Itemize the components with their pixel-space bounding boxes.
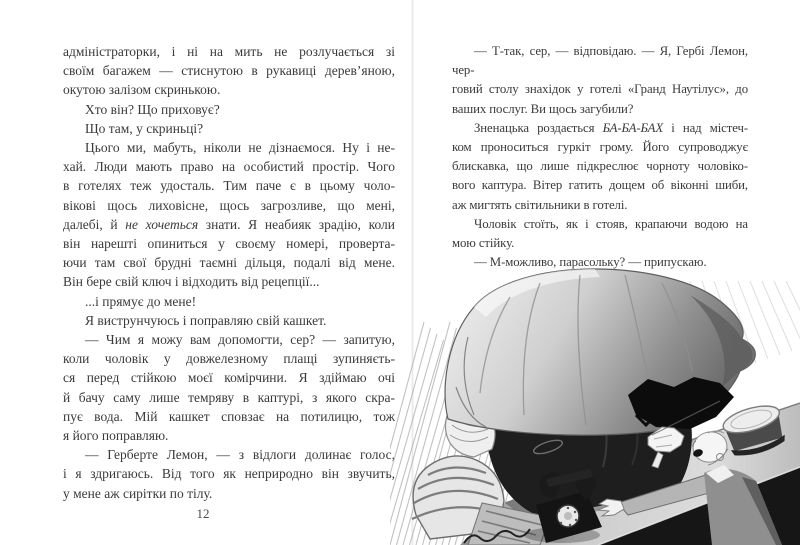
right-page-text-column (452, 42, 748, 272)
text-line: Що там, у скриньці? (85, 120, 204, 136)
text-line: він нарешті опиниться у своєму номері, проверта- (63, 236, 395, 252)
text-line: Зненацька роздається БА-БА-БАХ і над містеч- (474, 120, 749, 135)
text-line: в готелях теж удосталь. Тим паче є в цьому чоло- (63, 178, 395, 194)
text-line: пує вода. Мій кашкет сповзає на потилицю, тож (63, 408, 395, 424)
text-line: адміністраторки, і ні на мить не розлучається зі (63, 44, 395, 59)
text-line: у мене аж сирітки по тілу. (63, 485, 213, 501)
text-line: вікові щось лиховісне, щось загрозливе, що мені, (63, 197, 395, 213)
text-line: коли чоловік у довжелезному плащі зупиняєть- (63, 351, 395, 367)
text-line: Хто він? Що приховує? (85, 101, 220, 117)
text-line: я його поправляю. (63, 428, 169, 444)
text-line: Він бере свій ключ і відходить від рецепції... (63, 274, 320, 290)
illustration (390, 267, 800, 545)
text-line: Цього ми, мабуть, ніколи не дізнаємося. Ну і не- (85, 140, 395, 156)
text-line: ...і прямує до мене! (85, 293, 197, 309)
text-line: мою стійку. (452, 236, 515, 251)
text-line: далебі, й не хочеться знати. Я неабияк зрадію, коли (63, 216, 395, 232)
text-line: говий столу знахідок у готелі «Гранд Наутілус», до (452, 82, 748, 97)
text-line: окутою залізом скринькою. (63, 82, 221, 98)
text-line: — Герберте Лемон, — з відлоги долинає голос, (85, 447, 395, 463)
text-line: ся перед стійкою моєї комірчини. Я здіймаю очі (63, 370, 395, 386)
text-line: хай. Люди мають право на особистий простір. Чого (63, 159, 395, 175)
text-line: своїм багажем — стиснутою в рукавиці дерев’яною, (63, 63, 395, 79)
text-line: — М-можливо, парасольку? — припускаю. (474, 255, 707, 270)
text-line: ваших послуг. Ви щось загубили? (452, 101, 634, 116)
text-line: блискавка, що лише підкреслює чорноту чоловіко- (452, 159, 748, 174)
text-line: ком проноситься гуркіт грому. Його супроводжує (452, 140, 748, 155)
text-line: Чоловік стоїть, як і стояв, крапаючи водою на (474, 216, 748, 231)
left-page-text-column (63, 42, 395, 503)
text-line: — Чим я можу вам допомогти, сер? — запитую, (85, 332, 395, 348)
text-line: — Т-так, сер, — відповідаю. — Я, Гербі Лемон, чер- (452, 44, 748, 78)
text-line: й бачу саму лише темряву в каптурі, з якого скра- (63, 389, 395, 405)
text-line: вого каптура. Вітер гатить дощем об віконні шиби, (452, 178, 748, 193)
text-line: і я здригаюсь. Від того як неприродно він звучить, (63, 466, 395, 482)
text-line: аж мигтять світильники в готелі. (452, 197, 628, 212)
text-line: ючи там свої брудні таємні дільця, подалі від мене. (63, 255, 395, 271)
text-line: Я виструнчуюсь і поправляю свій кашкет. (85, 312, 327, 328)
page-number: 12 (196, 506, 210, 521)
